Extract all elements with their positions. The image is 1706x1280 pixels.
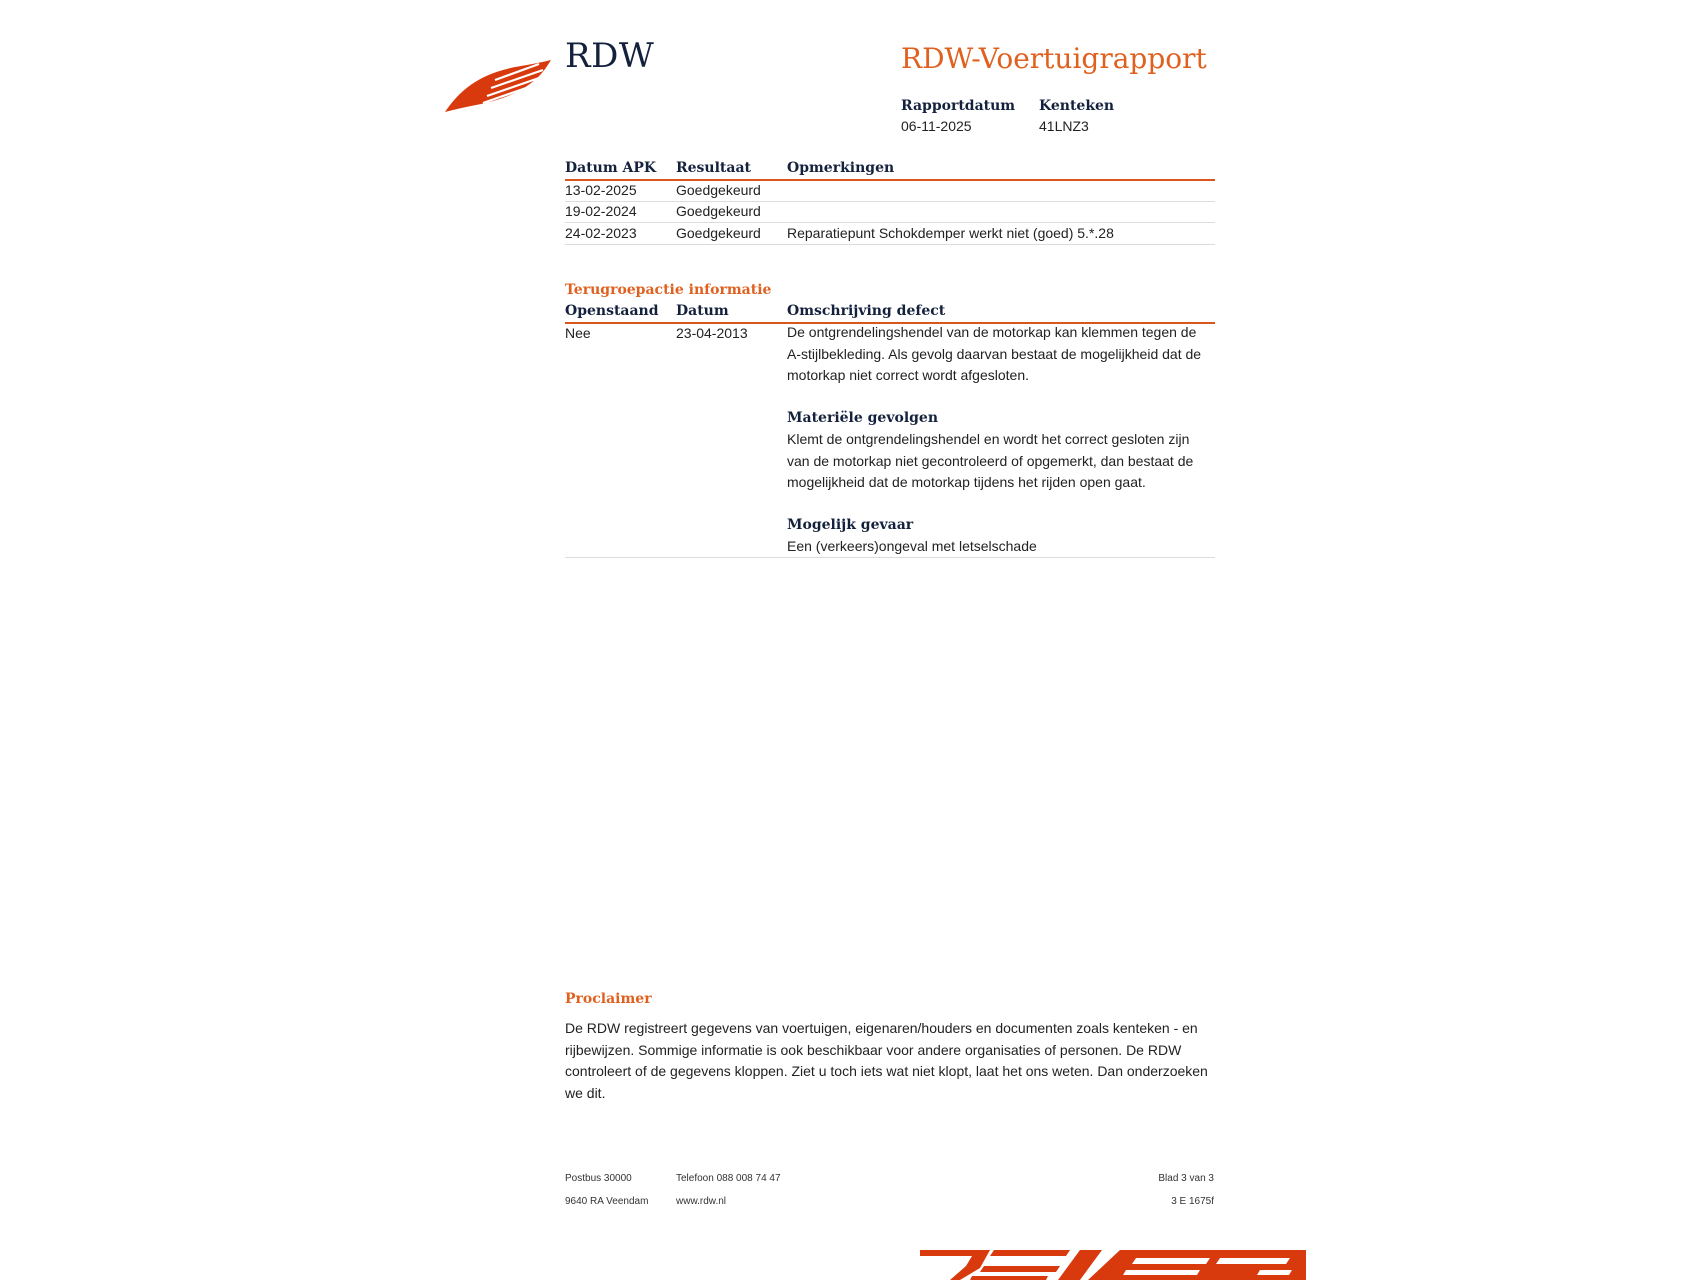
plate-label: Kenteken (1039, 98, 1115, 114)
apk-header-remarks: Opmerkingen (787, 160, 895, 176)
apk-header-date: Datum APK (565, 160, 657, 176)
consequences-text (787, 429, 1207, 494)
consequences-line: van de motorkap niet gecontroleerd of opgemerkt, dan bestaat de (787, 452, 1194, 469)
apk-row-divider (565, 244, 1215, 245)
recall-header-description: Omschrijving defect (787, 303, 946, 319)
footer-code: 3 E 1675f (1171, 1196, 1214, 1207)
recall-description (787, 322, 1207, 387)
apk-header-result: Resultaat (676, 160, 751, 176)
consequences-line: mogelijkheid dat de motorkap tijdens het rijden open gaat. (787, 474, 1146, 490)
footer-city: 9640 RA Veendam (565, 1196, 649, 1207)
report-date-value: 06-11-2025 (901, 118, 972, 134)
recall-date-value: 23-04-2013 (676, 325, 748, 341)
rdw-stripes-icon (920, 1244, 1306, 1280)
proclaimer-line: controleert of de gegevens kloppen. Ziet u toch iets wat niet klopt, laat het ons weten. Dan onderzoeken (565, 1063, 1208, 1079)
proclaimer-line: De RDW registreert gegevens van voertuigen, eigenaren/houders en documenten zoals kenteken - en (565, 1020, 1198, 1036)
footer-page-number: Blad 3 van 3 (1158, 1173, 1214, 1184)
recall-bottom-divider (565, 557, 1215, 558)
report-title: RDW-Voertuigrapport (901, 42, 1207, 75)
recall-description-line: motorkap niet correct wordt afgesloten. (787, 367, 1030, 383)
apk-row-3-remarks: Reparatiepunt Schokdemper werkt niet (goed) 5.*.28 (787, 225, 1114, 241)
footer-postbus: Postbus 30000 (565, 1173, 632, 1184)
brand-name: RDW (565, 36, 655, 76)
consequences-line: Klemt de ontgrendelingshendel en wordt het correct gesloten zijn (787, 431, 1190, 447)
consequences-title: Materiële gevolgen (787, 410, 939, 426)
apk-row-2-result: Goedgekeurd (676, 203, 761, 219)
apk-row-1-date: 13-02-2025 (565, 182, 637, 198)
apk-row-1-result: Goedgekeurd (676, 182, 761, 198)
footer-phone: Telefoon 088 008 74 47 (676, 1173, 781, 1184)
danger-title: Mogelijk gevaar (787, 517, 914, 533)
plate-value: 41LNZ3 (1039, 118, 1089, 134)
recall-header-open: Openstaand (565, 303, 659, 319)
recall-title: Terugroepactie informatie (565, 282, 772, 298)
footer-website: www.rdw.nl (676, 1196, 727, 1207)
apk-row-3-result: Goedgekeurd (676, 225, 761, 241)
recall-description-line: A-stijlbekleding. Als gevolg daarvan bestaat de mogelijkheid dat de (787, 345, 1202, 362)
proclaimer-title: Proclaimer (565, 991, 652, 1007)
apk-row-3-date: 24-02-2023 (565, 225, 637, 241)
apk-row-divider (565, 222, 1215, 223)
recall-open-value: Nee (565, 325, 591, 341)
apk-row-2-date: 19-02-2024 (565, 203, 637, 219)
report-date-label: Rapportdatum (901, 98, 1016, 114)
rdw-logo-icon (443, 58, 551, 114)
recall-header-date: Datum (676, 303, 729, 319)
proclaimer-text (565, 1018, 1215, 1104)
proclaimer-line: we dit. (565, 1084, 606, 1101)
proclaimer-line: rijbewijzen. Sommige informatie is ook beschikbaar voor andere organisaties of personen. De RDW (565, 1041, 1182, 1058)
danger-text: Een (verkeers)ongeval met letselschade (787, 538, 1037, 554)
apk-row-divider (565, 201, 1215, 202)
recall-description-line: De ontgrendelingshendel van de motorkap kan klemmen tegen de (787, 324, 1197, 340)
apk-header-divider (565, 179, 1215, 181)
